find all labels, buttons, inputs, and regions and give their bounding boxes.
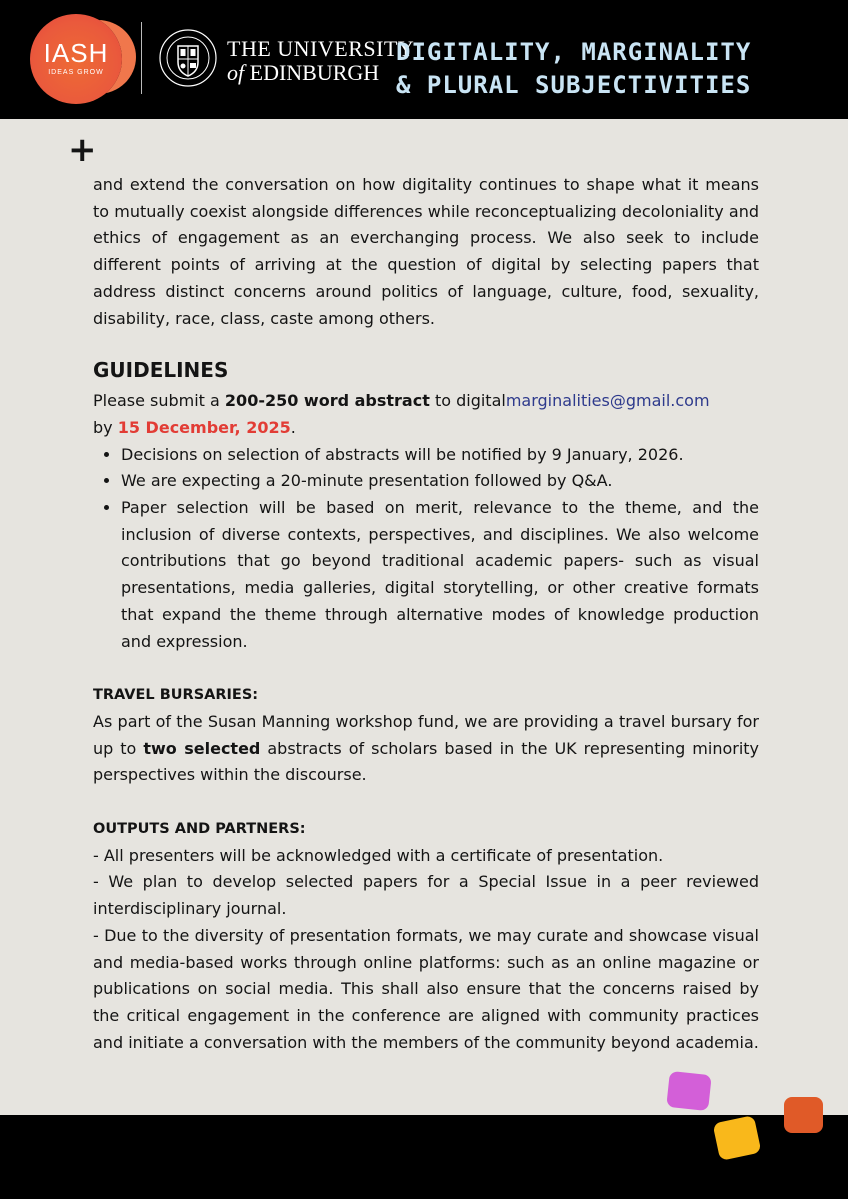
deadline-date: 15 December, 2025: [117, 417, 291, 437]
submission-instructions: [93, 388, 759, 441]
guidelines-list: [93, 442, 759, 656]
outputs-item: - All presenters will be acknowledged with a certificate of presentation.: [93, 845, 664, 865]
list-item: • Paper selection will be based on merit, relevance to the theme, and the inclusion of diverse contexts, perspectives, and disciplines. We also welcome contributions that go beyond traditional academic papers- such as visual presentations, media galleries, digital storytelling, or other creative formats that expand the theme through alternative modes of knowledge production and expression.: [121, 495, 759, 655]
intro-paragraph: and extend the conversation on how digitality continues to shape what it means to mutually coexist alongside differences while reconceptualizing decoloniality and ethics of engagement as an everchanging process. We also seek to include different points of arriving at the question of digital by selecting papers that address distinct concerns around politics of language, culture, food, sexuality, disability, race, class, caste among others.: [93, 175, 759, 328]
iash-logo-tagline: IDEAS GROW: [48, 69, 104, 76]
outputs-item: - We plan to develop selected papers for a Special Issue in a peer reviewed interdisciplinary journal.: [93, 872, 759, 919]
university-crest-icon: [158, 28, 218, 88]
university-name-line1: THE UNIVERSITY: [227, 36, 415, 61]
abstract-length: 200-250 word abstract: [224, 391, 430, 411]
title-line-1: DIGITALITY, MARGINALITY: [396, 38, 752, 66]
outputs-heading: OUTPUTS AND PARTNERS:: [93, 821, 306, 838]
header-banner: [0, 0, 848, 119]
plus-icon: +: [68, 130, 97, 170]
guidelines-heading: GUIDELINES: [93, 358, 229, 383]
list-item: • We are expecting a 20-minute presentation followed by Q&A.: [121, 468, 759, 495]
outputs-item: - Due to the diversity of presentation formats, we may curate and showcase visual and media-based works through online platforms: such as an online magazine or publications on social media. This shall also ensure that the concerns raised by the critical engagement in the conference are aligned with community practices and initiate a conversation with the members of the community beyond academia.: [93, 925, 759, 1052]
period: .: [290, 417, 296, 437]
submit-prefix: Please submit a: [93, 391, 225, 411]
university-name-line2: EDINBURGH: [249, 60, 380, 85]
list-item: • Decisions on selection of abstracts will be notified by 9 January, 2026.: [121, 442, 759, 469]
university-name: [227, 38, 414, 84]
email-link[interactable]: marginalities@gmail.com: [505, 391, 710, 411]
travel-text-after: abstracts of scholars based in the UK representing minority perspectives within the discourse.: [93, 738, 760, 785]
two-selected: two selected: [143, 738, 261, 758]
orange-square-decoration: [784, 1097, 823, 1133]
pink-square-decoration: [666, 1071, 712, 1111]
travel-text-before: As part of the Susan Manning workshop fund, we are providing a travel bursary for up to: [93, 711, 759, 758]
submit-to: to digital: [429, 391, 506, 411]
page-title: [396, 36, 796, 102]
iash-logo-text: IASH: [43, 38, 109, 68]
document-body: [93, 172, 759, 1056]
university-name-of: of: [227, 60, 245, 85]
iash-logo: [30, 14, 122, 104]
title-line-2: & PLURAL SUBJECTIVITIES: [396, 71, 752, 99]
travel-bursaries-heading: TRAVEL BURSARIES:: [93, 687, 259, 704]
travel-bursaries-text: [93, 709, 759, 789]
by-text: by: [93, 417, 118, 437]
logo-divider: [141, 22, 142, 94]
